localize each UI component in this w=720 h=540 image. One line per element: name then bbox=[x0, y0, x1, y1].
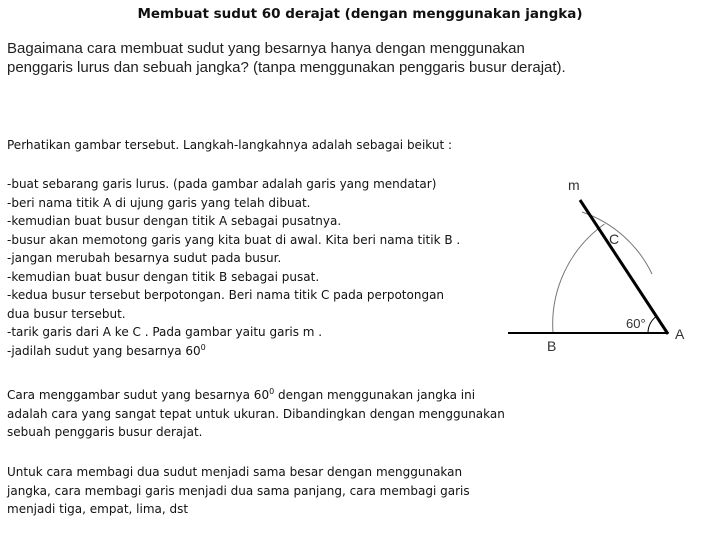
label-a: A bbox=[675, 326, 685, 342]
paragraph-other-methods: Untuk cara membagi dua sudut menjadi sama besar dengan menggunakan jangka, cara membagi garis menjadi dua sama panjang, cara membagi garis menjadi tiga, empat, lima, dst bbox=[7, 465, 470, 516]
step-item: -beri nama titik A di ujung garis yang telah dibuat. bbox=[7, 195, 311, 210]
intro-question: Bagaimana cara membuat sudut yang besarnya hanya dengan menggunakan penggaris lurus dan sebuah jangka? (tanpa menggunakan penggaris busur derajat). bbox=[7, 40, 566, 76]
label-b: B bbox=[547, 338, 557, 354]
instruction-note: Perhatikan gambar tersebut. Langkah-langkahnya adalah sebagai beikut : bbox=[7, 138, 453, 152]
step-item: -kedua busur tersebut berpotongan. Beri nama titik C pada perpotongan bbox=[7, 288, 445, 302]
step-item: -kemudian buat busur dengan titik A sebagai pusatnya. bbox=[7, 214, 342, 228]
step-list bbox=[7, 175, 507, 360]
step-item: -busur akan memotong garis yang kita buat di awal. Kita beri nama titik B . bbox=[7, 232, 461, 247]
step-item: -jangan merubah besarnya sudut pada busur. bbox=[7, 251, 282, 265]
label-c: C bbox=[609, 231, 620, 247]
angle-arc bbox=[648, 316, 657, 333]
degree-superscript: 0 bbox=[269, 387, 275, 396]
paragraph-accuracy-start: Cara menggambar sudut yang besarnya 60 bbox=[7, 388, 270, 402]
paragraph-accuracy bbox=[7, 386, 517, 442]
step-item: dua busur tersebut. bbox=[7, 306, 126, 321]
step-item: -kemudian buat busur dengan titik B sebagai pusat. bbox=[7, 269, 320, 284]
page-title: Membuat sudut 60 derajat (dengan menggunakan jangka) bbox=[137, 6, 583, 22]
degree-superscript: 0 bbox=[200, 342, 206, 352]
label-angle: 60° bbox=[626, 316, 646, 331]
paragraph-accuracy-end: dengan menggunakan jangka ini adalah cara yang sangat tepat untuk ukuran. Dibandingkan dengan menggunakan sebuah penggaris busur derajat. bbox=[7, 388, 505, 439]
arc-centered-a bbox=[553, 224, 605, 333]
construction-figure bbox=[500, 170, 700, 370]
step-item: -tarik garis dari A ke C . Pada gambar yaitu garis m . bbox=[7, 325, 323, 339]
step-item: -buat sebarang garis lurus. (pada gambar adalah garis yang mendatar) bbox=[7, 177, 437, 191]
final-step-text: -jadilah sudut yang besarnya 60 bbox=[7, 343, 201, 358]
label-m: m bbox=[568, 177, 580, 193]
step-item-final bbox=[7, 342, 507, 361]
line-m bbox=[580, 200, 668, 334]
